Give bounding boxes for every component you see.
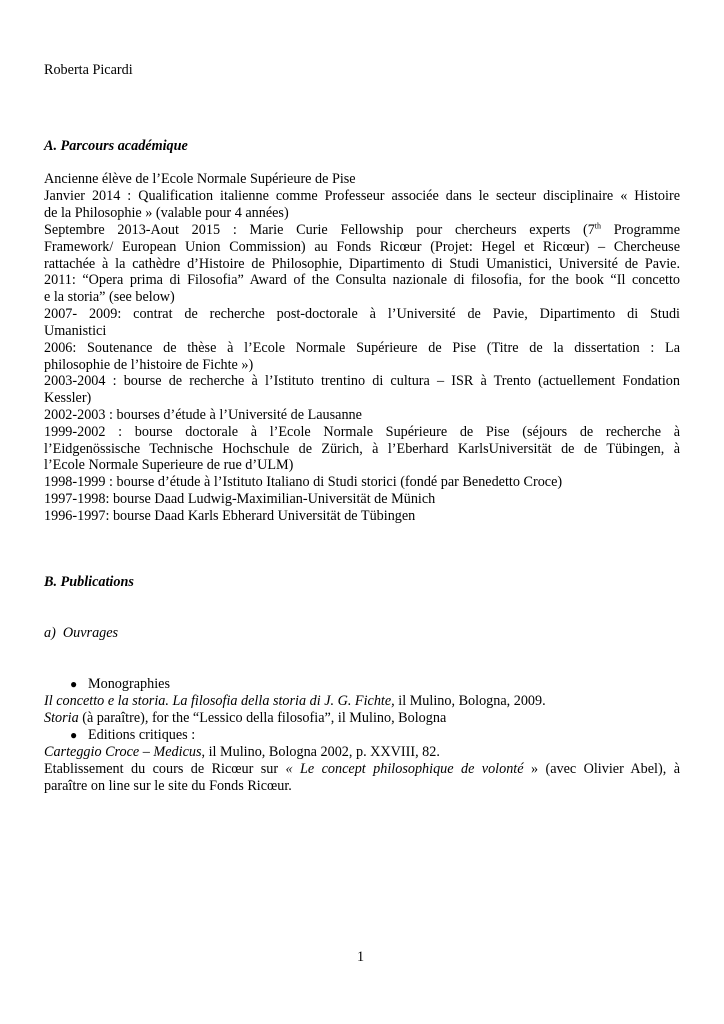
author-name: Roberta Picardi <box>44 62 133 78</box>
text-line: l’Eidgenössische Technische Hochschule de Zürich, à l’Eberhard KarlsUniversität de de Tübingen, à <box>44 441 680 457</box>
text-line: 2007- 2009: contrat de recherche post-doctorale à l’Université de Pavie, Dipartimento di Studi <box>44 306 680 322</box>
text-line: Septembre 2013-Aout 2015 : Marie Curie Fellowship pour chercheurs experts (7th Programme <box>44 221 680 238</box>
publication-item: Etablissement du cours de Ricœur sur « Le concept philosophique de volonté » (avec Olivier Abel), à <box>44 761 680 777</box>
section-b-heading: B. Publications <box>44 574 134 590</box>
text-line: e la storia” (see below) <box>44 289 175 305</box>
text-line: 1997-1998: bourse Daad Ludwig-Maximilian-Universität de Münich <box>44 491 436 507</box>
publication-item: Il concetto e la storia. La filosofia della storia di J. G. Fichte, il Mulino, Bologna, 2009. <box>44 693 546 709</box>
text-line: philosophie de l’histoire de Fichte ») <box>44 357 254 373</box>
text-line: Framework/ European Union Commission) au Fonds Ricœur (Projet: Hegel et Ricœur) – Chercheuse <box>44 239 680 255</box>
text-line: Janvier 2014 : Qualification italienne comme Professeur associée dans le secteur disciplinaire « Histoire <box>44 188 680 204</box>
text-line: 1998-1999 : bourse d’étude à l’Istituto Italiano di Studi storici (fondé par Benedetto Croce) <box>44 474 563 490</box>
text-line: 2006: Soutenance de thèse à l’Ecole Normale Supérieure de Pise (Titre de la dissertation : La <box>44 340 680 356</box>
text-line: 1999-2002 : bourse doctorale à l’Ecole Normale Supérieure de Pise (séjours de recherche à <box>44 424 680 440</box>
subsection-ouvrages: a) Ouvrages <box>44 625 119 641</box>
text-line: 1996-1997: bourse Daad Karls Ebherard Universität de Tübingen <box>44 508 416 524</box>
publication-item: Carteggio Croce – Medicus, il Mulino, Bologna 2002, p. XXVIII, 82. <box>44 744 440 760</box>
publication-item: Storia (à paraître), for the “Lessico della filosofia”, il Mulino, Bologna <box>44 710 447 726</box>
text-line: Umanistici <box>44 323 107 339</box>
text-line: 2002-2003 : bourses d’étude à l’Université de Lausanne <box>44 407 362 423</box>
publication-item: paraître on line sur le site du Fonds Ricœur. <box>44 778 292 794</box>
text-line: Kessler) <box>44 390 92 406</box>
bullet-monographies: Monographies <box>88 676 170 692</box>
text-line: Ancienne élève de l’Ecole Normale Supérieure de Pise <box>44 171 356 187</box>
text-line: de la Philosophie » (valable pour 4 années) <box>44 205 289 221</box>
bullet-editions: Editions critiques : <box>88 727 196 743</box>
text-line: rattachée à la cathèdre d’Histoire de Philosophie, Dipartimento di Studi Umanistici, Université de Pavie. <box>44 256 680 272</box>
text-line: 2003-2004 : bourse de recherche à l’Istituto trentino di cultura – ISR à Trento (actuellement Fondation <box>44 373 680 389</box>
text-line: l’Ecole Normale Superieure de rue d’ULM) <box>44 457 294 473</box>
bullet-icon: ● <box>70 728 78 742</box>
bullet-icon: ● <box>70 677 78 691</box>
page-number: 1 <box>357 949 365 965</box>
section-a-heading: A. Parcours académique <box>44 138 188 154</box>
text-line: 2011: “Opera prima di Filosofia” Award of the Consulta nazionale di filosofia, for the book “Il concetto <box>44 272 680 288</box>
